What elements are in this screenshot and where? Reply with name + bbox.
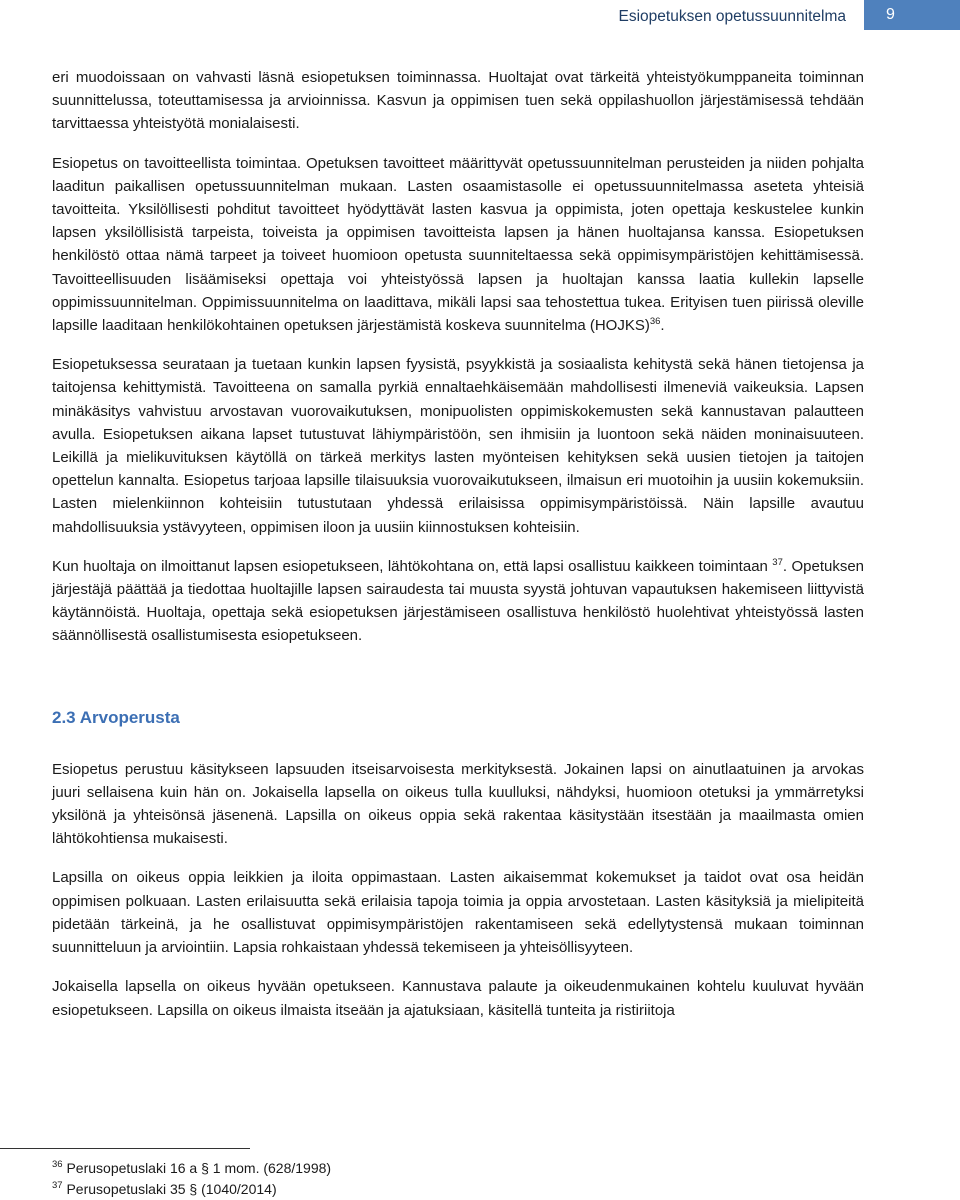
body-paragraph: Esiopetuksessa seurataan ja tuetaan kunkin lapsen fyysistä, psyykkistä ja sosiaalista kehitystä sekä hänen tietojensa ja taitojensa kehittymistä. Tavoitteena on samalla pyrkiä ennaltaehkäisemään mahdollisesti ilmeneviä vaikeuksia. Lapsen minäkäsitys vahvistuu arvostavan vuorovaikutuksen, monipuolisten oppimiskokemusten sekä kannustavan palautteen avulla. Esiopetuksen aikana lapset tutustuvat lähiympäristöön, sen ihmisiin ja luontoon sekä näiden moninaisuuteen. Leikillä ja mielikuvituksen käytöllä on tärkeä merkitys lasten myönteisen kehityksen sekä uusien tietojen ja taitojen opettelun kannalta. Esiopetus tarjoaa lapsille tilaisuuksia vuorovaikutukseen, ilmaisun eri muotoihin ja uusiin kokemuksiin. Lasten mielenkiinnon kohteisiin tutustutaan yhdessä erilaisissa oppimisympäristöissä. Näin lapsille avautuu mahdollisuuksia ystävyyteen, oppimisen iloon ja uusiin kiinnostuksen kohteisiin.: [52, 356, 864, 536]
footnote-37: [52, 1179, 331, 1200]
footnotes: [52, 1158, 331, 1200]
footnote-separator: [0, 1148, 250, 1149]
body-paragraph: eri muodoissaan on vahvasti läsnä esiopetuksen toiminnassa. Huoltajat ovat tärkeitä yhteistyökumppaneita toiminnan suunnittelussa, toteuttamisessa ja arvioinnissa. Kasvun ja oppimisen tuen sekä oppilashuollon järjestämisessä tehdään tarvittaessa yhteistyötä monialaisesti.: [52, 69, 864, 133]
paragraph-text: Opetuksen järjestäjä päättää ja tiedottaa huoltajille lapsen sairaudesta tai muusta syystä johtuvan vapautuksen hakemiseen liittyvistä käytännöistä. Huoltaja, opettaja sekä esiopetuksen järjestämiseen osallistuva henkilöstö huolehtivat yhteistyössä lasten säännöllisestä osallistumisesta esiopetukseen.: [52, 557, 865, 645]
footnote-number: 37: [52, 1180, 63, 1191]
page-header: [0, 0, 960, 36]
footnote-text: Perusopetuslaki 35 § (1040/2014): [66, 1181, 277, 1197]
footnote-36: [52, 1158, 331, 1179]
body-paragraph: [52, 152, 864, 338]
page-content: [52, 66, 864, 1022]
paragraph-text: Esiopetus on tavoitteellista toimintaa. Opetuksen tavoitteet määrittyvät opetussuunnitelman perusteiden ja niiden pohjalta laaditun paikallisen opetussuunnitelman mukaan. Lasten osaamistasolle ei opetussuunnitelmassa aseteta yhteisiä tavoitteita. Yksilöllisesti pohditut tavoitteet hyödyttävät lasten kasvua ja oppimista, joten opettaja keskustelee kunkin lapsen yksilöllisistä tarpeista, toiveista ja oppimisen tavoitteista lapsen ja hänen huoltajansa kanssa. Esiopetuksen henkilöstö ottaa nämä tarpeet ja toiveet huomioon opetusta suunniteltaessa sekä oppimisympäristöjen kehittämisessä. Tavoitteellisuuden lisäämiseksi opettaja voi yhteistyössä lapsen ja huoltajan kanssa laatia kullekin lapselle oppimissuunnitelman. Oppimissuunnitelma on laadittava, mikäli lapsi saa tehostettua tukea. Erityisen tuen piirissä oleville lapsille laaditaan henkilökohtainen opetuksen järjestämistä koskeva suunnitelma (HOJKS): [52, 154, 864, 335]
sentence-end: .: [660, 317, 665, 335]
body-paragraph: [52, 555, 864, 648]
sentence-end: .: [782, 557, 788, 575]
footnote-ref-37: 37: [772, 556, 783, 568]
footnote-number: 36: [52, 1159, 63, 1170]
body-paragraph: Lapsilla on oikeus oppia leikkien ja iloita oppimastaan. Lasten aikaisemmat kokemukset ja taidot ovat osa heidän oppimisen polkuaan. Lasten erilaisuutta sekä erilaisia tapoja toimia ja oppia arvostetaan. Lasten käsityksiä ja mielipiteitä pidetään tärkeinä, ja he osallistuvat oppimisympäristöjen rakentamiseen sekä edellytystensä mukaan toiminnan suunnitteluun ja arviointiin. Lapsia rohkaistaan yhdessä tekemiseen ja yhteisöllisyyteen.: [52, 869, 864, 957]
section-heading: 2.3 Arvoperusta: [52, 707, 180, 727]
paragraph-text: Kun huoltaja on ilmoittanut lapsen esiopetukseen, lähtökohtana on, että lapsi osallistuu kaikkeen toimintaan: [52, 557, 768, 575]
footnote-ref-36: 36: [649, 316, 661, 328]
body-paragraph: Esiopetus perustuu käsitykseen lapsuuden itseisarvoisesta merkityksestä. Jokainen lapsi on ainutlaatuinen ja arvokas juuri sellaisena kuin hän on. Jokaisella lapsella on oikeus tulla kuulluksi, nähdyksi, huomioon otetuksi ja ymmärretyksi yksilönä ja yhteisönsä jäsenenä. Lapsilla on oikeus oppia sekä rakentaa käsitystään itsestään ja maailmasta omien lähtökohtiensa mukaisesti.: [52, 760, 864, 848]
running-header-title: Esiopetuksen opetussuunnitelma: [618, 8, 846, 25]
footnote-text: Perusopetuslaki 16 a § 1 mom. (628/1998): [66, 1160, 332, 1176]
page-number-box: [864, 0, 960, 30]
page-number: 9: [886, 6, 895, 23]
body-paragraph: Jokaisella lapsella on oikeus hyvään opetukseen. Kannustava palaute ja oikeudenmukainen kohtelu kuuluvat hyvään esiopetukseen. Lapsilla on oikeus ilmaista itseään ja ajatuksiaan, käsitellä tunteita ja ristiriitoja: [52, 978, 864, 1019]
